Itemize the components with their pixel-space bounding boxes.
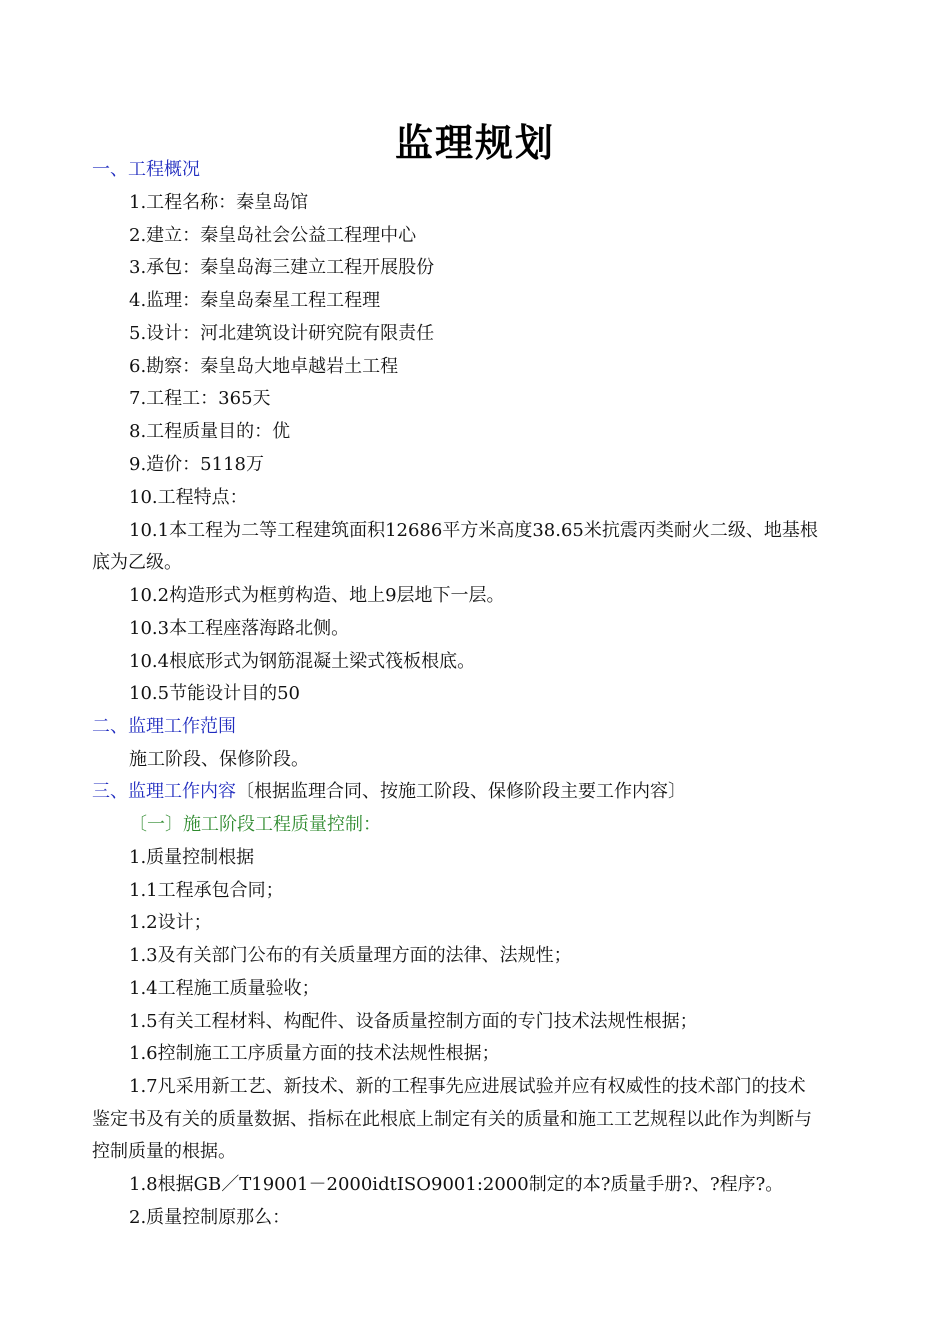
paragraph-line: 1.7凡采用新工艺、新技术、新的工程事先应进展试验并应有权威性的技术部门的技术 xyxy=(129,1076,806,1097)
paragraph-line: 控制质量的根据。 xyxy=(92,1141,236,1162)
section-heading-overview: 一、工程概况 xyxy=(92,159,200,180)
list-item: 10.5节能设计目的50 xyxy=(129,683,300,704)
list-item: 10.工程特点： xyxy=(129,487,248,508)
list-item: 1.质量控制根据 xyxy=(129,847,255,868)
list-item: 2.建立：秦皇岛社会公益工程理中心 xyxy=(129,225,417,246)
list-item: 6.勘察：秦皇岛大地卓越岩土工程 xyxy=(129,356,399,377)
list-item: 10.3本工程座落海路北侧。 xyxy=(129,618,350,639)
section-heading-content: 三、监理工作内容 xyxy=(92,781,236,802)
feature-paragraph-line: 10.1本工程为二等工程建筑面积12686平方米高度38.65米抗震丙类耐火二级、地基根 xyxy=(129,520,818,541)
section-heading-scope: 二、监理工作范围 xyxy=(92,716,236,737)
list-item: 1.8根据GB／T19001－2000idtISO9001:2000制定的本?质量手册?、?程序?。 xyxy=(129,1174,784,1195)
list-item: 1.3及有关部门公布的有关质量理方面的法律、法规性； xyxy=(129,945,572,966)
subsection-heading: 〔一〕施工阶段工程质量控制： xyxy=(129,814,381,835)
list-item: 1.4工程施工质量验收； xyxy=(129,978,320,999)
list-item: 2.质量控制原那么： xyxy=(129,1207,291,1228)
list-item: 1.5有关工程材料、构配件、设备质量控制方面的专门技术法规性根据； xyxy=(129,1011,698,1032)
list-item: 10.4根底形式为钢筋混凝土梁式筏板根底。 xyxy=(129,651,476,672)
section-heading-note: 〔根据监理合同、按施工阶段、保修阶段主要工作内容〕 xyxy=(236,781,686,802)
feature-paragraph-line: 底为乙级。 xyxy=(92,552,182,573)
section-heading-content-row xyxy=(92,775,862,808)
paragraph-line: 鉴定书及有关的质量数据、指标在此根底上制定有关的质量和施工工艺规程以此作为判断与 xyxy=(92,1109,812,1130)
list-item: 8.工程质量目的：优 xyxy=(129,421,291,442)
section-body: 施工阶段、保修阶段。 xyxy=(129,749,309,770)
list-item: 9.造价：5118万 xyxy=(129,454,264,475)
list-item: 5.设计：河北建筑设计研究院有限责任 xyxy=(129,323,435,344)
list-item: 1.工程名称：秦皇岛馆 xyxy=(129,192,309,213)
list-item: 1.1工程承包合同； xyxy=(129,880,284,901)
page-title: 监理规划 xyxy=(394,121,555,165)
list-item: 4.监理：秦皇岛秦星工程工程理 xyxy=(129,290,381,311)
list-item: 10.2构造形式为框剪构造、地上9层地下一层。 xyxy=(129,585,505,606)
list-item: 1.2设计； xyxy=(129,912,212,933)
list-item: 1.6控制施工工序质量方面的技术法规性根据； xyxy=(129,1043,500,1064)
list-item: 7.工程工：365天 xyxy=(129,388,271,409)
list-item: 3.承包：秦皇岛海三建立工程开展股份 xyxy=(129,257,435,278)
